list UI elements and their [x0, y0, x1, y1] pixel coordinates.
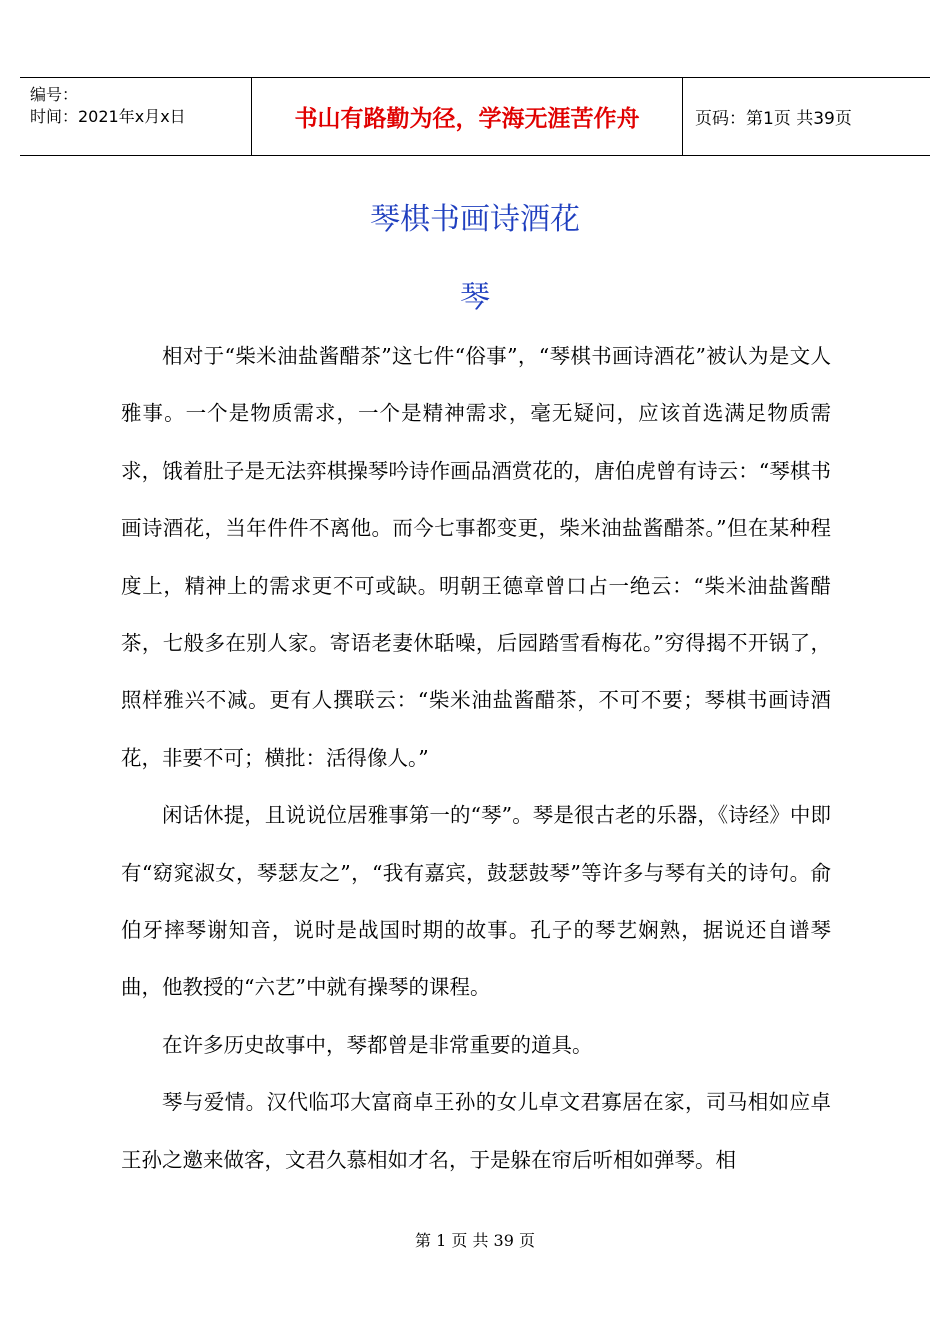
header-page-info: 页码：第1页 共39页 — [695, 109, 852, 129]
paragraph: 闲话休提，且说说位居雅事第一的“琴”。琴是很古老的乐器，《诗经》中即有“窈窕淑女，琴瑟友之”，“我有嘉宾，鼓瑟鼓琴”等许多与琴有关的诗句。俞伯牙摔琴谢知音，说时是战国时期的故事。孔子的琴艺娴熟，据说还自谱琴曲，他教授的“六艺”中就有操琴的课程。 — [121, 803, 831, 1000]
page-footer: 第 1 页 共 39 页 — [415, 1231, 535, 1250]
document-title: 琴棋书画诗酒花 — [370, 202, 580, 237]
document-body — [121, 328, 831, 1189]
serial-number-label: 编号： — [30, 85, 79, 104]
section-title: 琴 — [460, 280, 490, 315]
header-meta — [20, 78, 252, 155]
header-motto: 书山有路勤为径，学海无涯苦作舟 — [252, 78, 683, 155]
time-label: 时间：2021年x月x日 — [30, 107, 186, 126]
paragraph: 琴与爱情。汉代临邛大富商卓王孙的女儿卓文君寡居在家，司马相如应卓王孙之邀来做客，文君久慕相如才名，于是躲在帘后听相如弹琴。相 — [121, 1090, 831, 1172]
paragraph: 在许多历史故事中，琴都曾是非常重要的道具。 — [162, 1032, 593, 1057]
paragraph: 相对于“柴米油盐酱醋茶”这七件“俗事”，“琴棋书画诗酒花”被认为是文人雅事。一个是物质需求，一个是精神需求，毫无疑问，应该首选满足物质需求，饿着肚子是无法弈棋操琴吟诗作画品酒赏花的，唐伯虎曾有诗云：“琴棋书画诗酒花，当年件件不离他。而今七事都变更，柴米油盐酱醋茶。”但在某种程度上，精神上的需求更不可或缺。明朝王德章曾口占一绝云：“柴米油盐酱醋茶，七般多在别人家。寄语老妻休聒噪，后园踏雪看梅花。”穷得揭不开锅了，照样雅兴不减。更有人撰联云：“柴米油盐酱醋茶，不可不要；琴棋书画诗酒花，非要不可；横批：活得像人。” — [121, 344, 831, 770]
document-header — [20, 77, 930, 156]
